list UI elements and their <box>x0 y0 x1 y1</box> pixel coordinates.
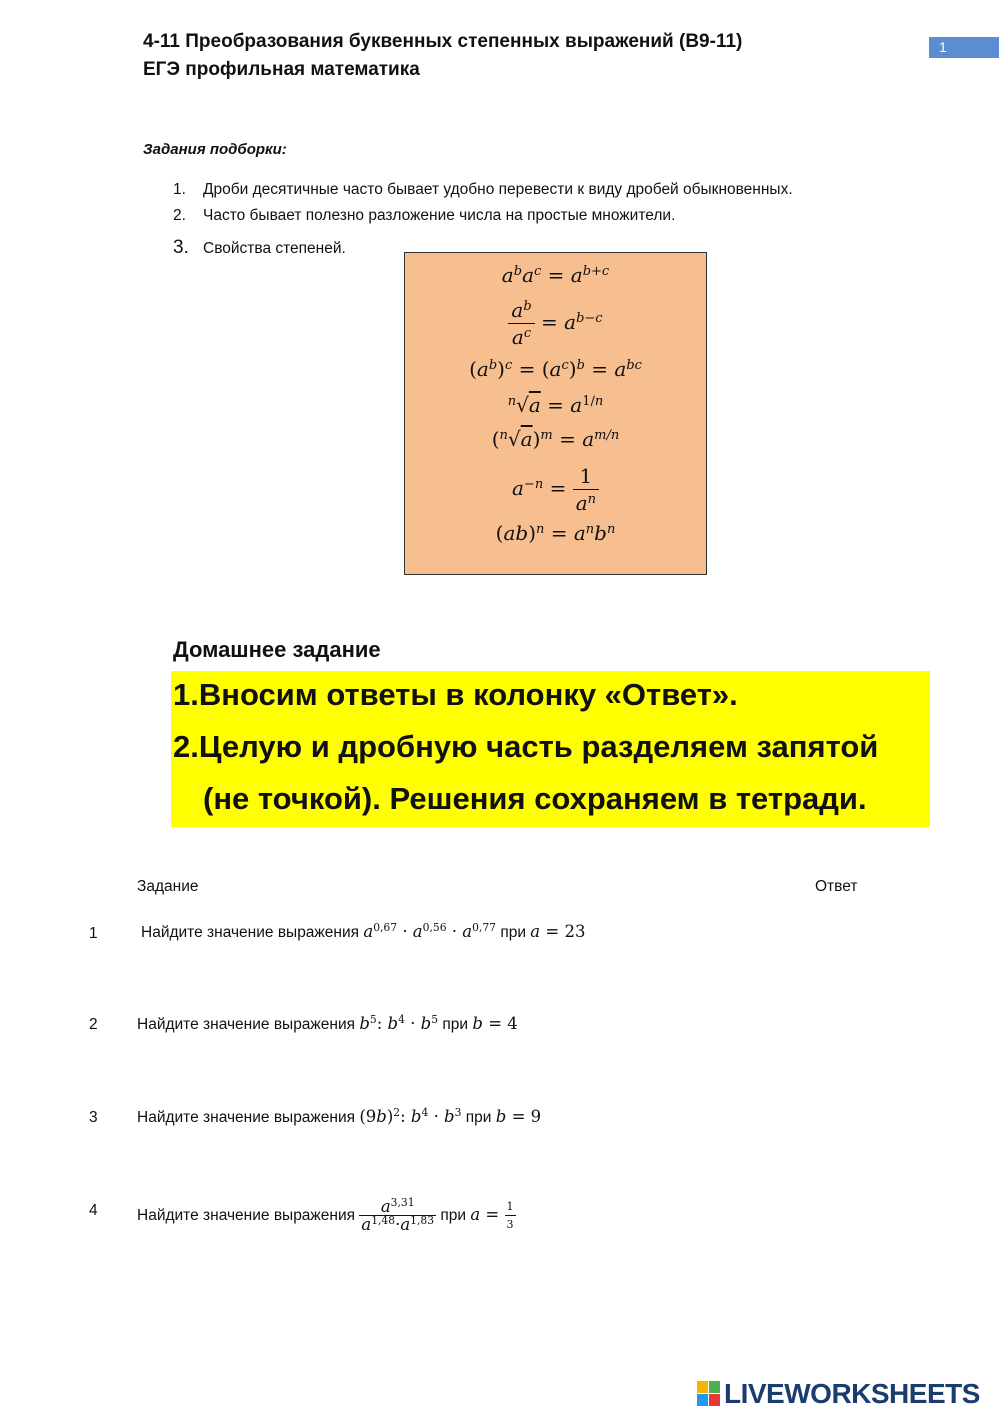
homework-line-3: (не точкой). Решения сохраняем в тетради. <box>203 781 867 816</box>
task-expression: $\frac{a^{3,31}}{a^{1,48}\cdot a^{1,83}}$ <box>361 1196 435 1235</box>
task-prompt: Найдите значение выражения <box>141 924 360 941</box>
page-number-badge: 1 <box>929 37 999 58</box>
homework-instructions <box>171 671 930 827</box>
homework-line-2: 2.Целую и дробную часть разделяем запятой <box>173 729 879 764</box>
exponent-properties-box <box>404 252 707 575</box>
formula-power-of-power: $(a^b)^c = (a^c)^b = a^{bc}$ <box>469 357 642 381</box>
homework-title: Домашнее задание <box>173 637 381 662</box>
task-number: 2 <box>89 1016 98 1033</box>
task-row <box>137 1107 541 1127</box>
formula-product-power: $(ab)^n = a^nb^n$ <box>495 521 616 545</box>
task-condition: b = 9 <box>495 1107 542 1126</box>
formula-negative-exponent: $a^{-n}$ = $\frac{1}{a^n}$ <box>405 463 706 516</box>
task-row <box>141 922 585 942</box>
task-at: при <box>442 1016 469 1033</box>
formula-root-as-power: $^n√a = a^{1/n}$ <box>507 393 604 417</box>
liveworksheets-logo <box>697 1378 980 1410</box>
task-expression: $(9b)^2$: $b^4 \cdot b^3$ <box>359 1106 462 1126</box>
task-expression: $b^5$: $b^4 \cdot b^5$ <box>359 1013 439 1033</box>
selection-heading: Задания подборки: <box>143 141 287 158</box>
formula-quotient-rule: $\frac{a^b}{a^c}$ = $a^{b-c}$ <box>405 297 706 350</box>
page-title <box>143 28 742 84</box>
task-prompt: Найдите значение выражения <box>137 1016 356 1033</box>
task-row <box>137 1198 516 1233</box>
task-condition: a = 23 <box>530 922 586 941</box>
formula-product-rule: $a^ba^c = a^{b+c}$ <box>501 263 610 287</box>
brand-name: LIVEWORKSHEETS <box>724 1378 980 1409</box>
task-at: при <box>440 1207 467 1224</box>
task-at: при <box>465 1109 492 1126</box>
title-line-2: ЕГЭ профильная математика <box>143 59 420 80</box>
list-item <box>173 181 793 199</box>
list-item-text: Дроби десятичные часто бывает удобно перевести к виду дробей обыкновенных. <box>203 181 793 198</box>
list-item-number: 1. <box>173 181 186 198</box>
task-at: при <box>500 924 526 941</box>
list-item-number: 3. <box>173 237 189 258</box>
liveworksheets-logo-icon <box>697 1381 721 1407</box>
task-prompt: Найдите значение выражения <box>137 1207 356 1224</box>
title-line-1: 4-11 Преобразования буквенных степенных выражений (B9-11) <box>143 31 743 52</box>
task-number: 3 <box>89 1109 98 1126</box>
list-item-number: 2. <box>173 207 186 224</box>
list-item-text: Часто бывает полезно разложение числа на простые множители. <box>203 207 676 224</box>
formula-root-power: $(^n√a)^m = a^{m/n}$ <box>491 427 620 451</box>
answer-column-header: Ответ <box>815 878 858 895</box>
list-item <box>173 207 675 225</box>
homework-line-1: 1.Вносим ответы в колонку «Ответ». <box>173 677 738 712</box>
task-column-header: Задание <box>137 878 199 895</box>
task-condition: a = $\frac{1}{3}$ <box>470 1200 514 1231</box>
list-item-text: Свойства степеней. <box>203 240 346 257</box>
task-number: 4 <box>89 1202 98 1219</box>
task-expression: $a^{0,67} \cdot a^{0,56} \cdot a^{0,77}$ <box>363 921 496 941</box>
task-number: 1 <box>89 925 98 942</box>
task-prompt: Найдите значение выражения <box>137 1109 356 1126</box>
task-row <box>137 1014 518 1034</box>
task-condition: b = 4 <box>472 1014 518 1033</box>
list-item <box>173 237 346 259</box>
